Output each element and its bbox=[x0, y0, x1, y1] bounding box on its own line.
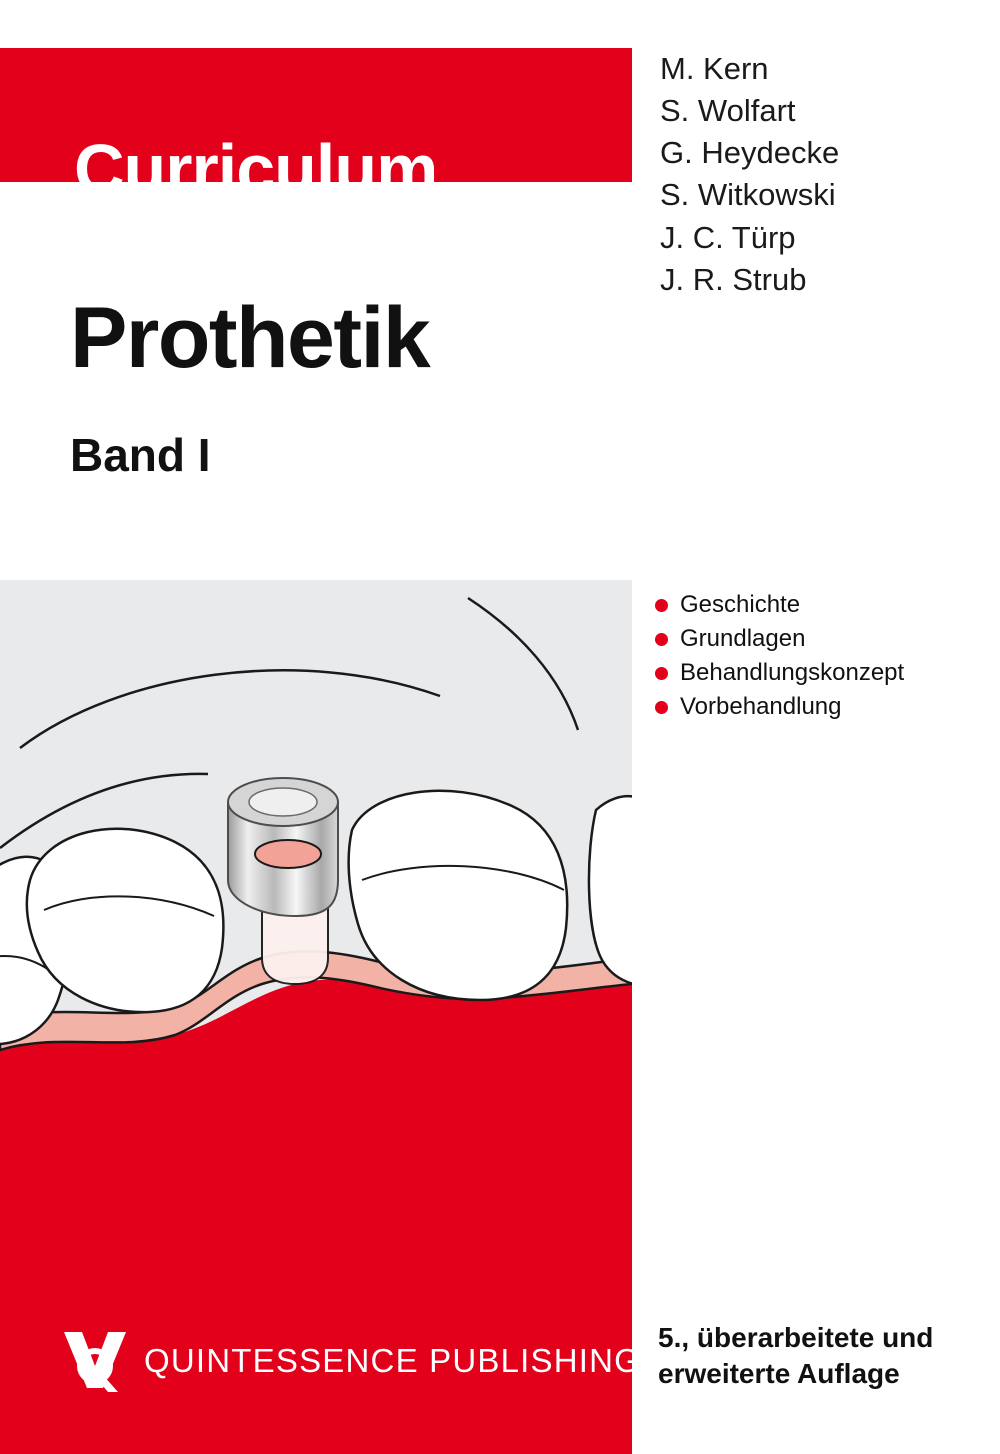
edition-note bbox=[658, 1320, 988, 1393]
bullet-dot-icon bbox=[655, 599, 668, 612]
author-name: J. R. Strub bbox=[660, 261, 807, 297]
crown-inner-gingiva bbox=[255, 840, 321, 868]
author-name: M. Kern bbox=[660, 51, 769, 86]
author-name: G. Heydecke bbox=[660, 135, 840, 171]
publisher-logo bbox=[62, 1330, 641, 1392]
bullet-dot-icon bbox=[655, 633, 668, 646]
list-item bbox=[655, 622, 985, 656]
list-item bbox=[655, 656, 985, 690]
edition-line-1: 5., überarbeitete und bbox=[658, 1322, 934, 1353]
topic-label: Vorbehandlung bbox=[680, 693, 842, 720]
bullet-dot-icon bbox=[655, 667, 668, 680]
author-name: S. Wolfart bbox=[660, 93, 796, 129]
list-item bbox=[655, 690, 985, 724]
bullet-dot-icon bbox=[655, 701, 668, 714]
quintessence-q-icon bbox=[62, 1330, 128, 1392]
author-list bbox=[660, 48, 980, 301]
series-title: Curriculum bbox=[74, 130, 438, 208]
publisher-name: QUINTESSENCE PUBLISHING bbox=[144, 1342, 642, 1379]
list-item bbox=[655, 588, 985, 622]
author-name: S. Witkowski bbox=[660, 177, 836, 213]
series-title-band bbox=[0, 48, 632, 208]
topic-label: Grundlagen bbox=[680, 625, 806, 652]
topic-label: Geschichte bbox=[680, 591, 801, 618]
author-name: J. C. Türp bbox=[660, 219, 796, 255]
volume-label: Band I bbox=[70, 429, 211, 481]
edition-line-2: erweiterte Auflage bbox=[658, 1358, 900, 1390]
dental-illustration-svg bbox=[0, 580, 632, 1454]
book-title: Prothetik bbox=[70, 290, 430, 386]
crown-cylinder-bore bbox=[249, 788, 317, 816]
topic-list bbox=[655, 588, 985, 724]
cover-illustration bbox=[0, 580, 632, 1454]
topic-label: Behandlungskonzept bbox=[680, 659, 905, 686]
